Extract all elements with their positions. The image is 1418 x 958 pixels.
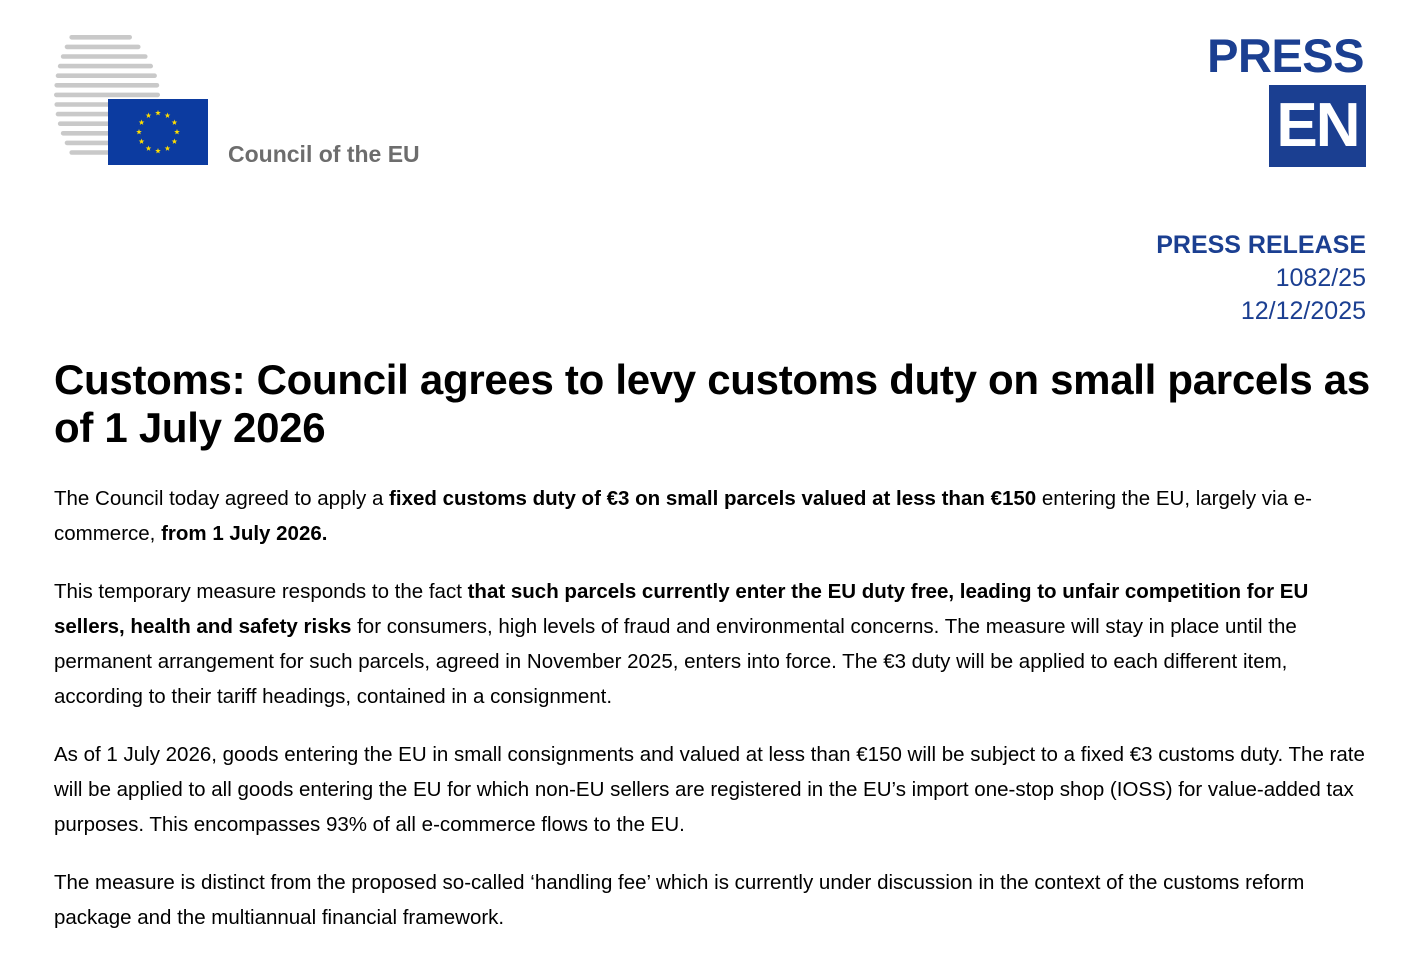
eu-flag-star: [165, 145, 171, 150]
language-badge: EN: [1269, 85, 1366, 167]
paragraph-2: This temporary measure responds to the fact that such parcels currently enter the EU duty free, leading to unfair competition for EU sellers, health and safety risks for consumers, high levels of fraud and environmental concerns. The measure will stay in place until the permanent arrangement for such parcels, agreed in November 2025, enters into force. The €3 duty will be applied to each different item, according to their tariff headings, contained in a consignment.: [54, 580, 1309, 708]
eu-flag-star: [172, 139, 178, 144]
eu-flag-star: [174, 129, 180, 134]
eu-flag-star: [172, 120, 178, 125]
eu-flag-star: [155, 110, 161, 115]
release-date: 12/12/2025: [1240, 297, 1366, 325]
article-body: [54, 481, 1374, 958]
eu-flag-icon: [108, 99, 208, 165]
paragraph-1: The Council today agreed to apply a fixed customs duty of €3 on small parcels valued at less than €150 entering the EU, largely via e-commerce, from 1 July 2026.: [54, 487, 1312, 545]
paragraph-3: As of 1 July 2026, goods entering the EU in small consignments and valued at less than €150 will be subject to a fixed €3 customs duty. The rate will be applied to all goods entering the EU for which non-EU sellers are registered in the EU’s import one-stop shop (IOSS) for value-added tax purposes. This encompasses 93% of all e-commerce flows to the EU.: [54, 743, 1365, 836]
release-type: PRESS RELEASE: [1156, 231, 1366, 259]
eu-flag-star: [165, 113, 171, 118]
release-meta: [1156, 229, 1366, 328]
eu-flag-star: [146, 145, 152, 150]
eu-flag-star: [146, 113, 152, 118]
article-title: Customs: Council agrees to levy customs duty on small parcels as of 1 July 2026: [54, 356, 1370, 451]
eu-flag-star: [155, 148, 161, 153]
organization-name: Council of the EU: [228, 141, 420, 167]
eu-flag-star: [136, 129, 142, 134]
paragraph-4: The measure is distinct from the proposed so-called ‘handling fee’ which is currently under discussion in the context of the customs reform package and the multiannual financial framework.: [54, 871, 1305, 929]
eu-flag-star: [139, 120, 145, 125]
eu-flag-star: [139, 139, 145, 144]
release-number: 1082/25: [1275, 264, 1366, 292]
press-label: PRESS: [1207, 29, 1364, 82]
